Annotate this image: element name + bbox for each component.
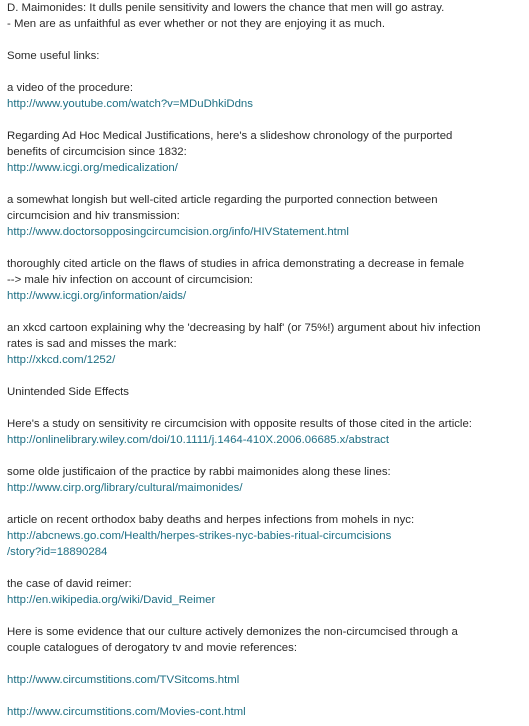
text-line: couple catalogues of derogatory tv and movie references: <box>7 642 297 654</box>
wiley-study-link[interactable]: http://onlinelibrary.wiley.com/doi/10.1111/j.1464-410X.2006.06685.x/abstract <box>7 434 390 446</box>
side-effects-heading: Unintended Side Effects <box>7 386 130 398</box>
closing-paragraph <box>7 624 529 656</box>
text-line: the case of david reimer: <box>7 578 132 590</box>
icgi-medicalization-link[interactable]: http://www.icgi.org/medicalization/ <box>7 162 178 174</box>
useful-links-heading: Some useful links: <box>7 50 100 62</box>
text-line: --> male hiv infection on account of circumcision: <box>7 274 253 286</box>
text-line: Regarding Ad Hoc Medical Justifications, here's a slideshow chronology of the purported <box>7 130 453 142</box>
wikipedia-reimer-link[interactable]: http://en.wikipedia.org/wiki/David_Reimer <box>7 594 216 606</box>
text-line: benefits of circumcision since 1832: <box>7 146 187 158</box>
link-item <box>7 416 529 448</box>
hiv-statement-link[interactable]: http://www.doctorsopposingcircumcision.org/info/HIVStatement.html <box>7 226 349 238</box>
text-line: article on recent orthodox baby deaths and herpes infections from mohels in nyc: <box>7 514 415 526</box>
text-line: circumcision and hiv transmission: <box>7 210 180 222</box>
text-line: a video of the procedure: <box>7 82 134 94</box>
link-item <box>7 512 529 560</box>
text-line: a somewhat longish but well-cited article regarding the purported connection between <box>7 194 438 206</box>
xkcd-link[interactable]: http://xkcd.com/1252/ <box>7 354 116 366</box>
text-line: - Men are as unfaithful as ever whether or not they are enjoying it as much. <box>7 18 385 30</box>
link-item <box>7 256 529 304</box>
abcnews-link[interactable]: http://abcnews.go.com/Health/herpes-strikes-nyc-babies-ritual-circumcisions <box>7 530 392 542</box>
text-line: some olde justificaion of the practice by rabbi maimonides along these lines: <box>7 466 391 478</box>
icgi-aids-link[interactable]: http://www.icgi.org/information/aids/ <box>7 290 187 302</box>
text-line: Here's a study on sensitivity re circumcision with opposite results of those cited in the article: <box>7 418 472 430</box>
abcnews-link-continued[interactable]: /story?id=18890284 <box>7 546 108 558</box>
link-item <box>7 320 529 368</box>
text-line: thoroughly cited article on the flaws of studies in africa demonstrating a decrease in female <box>7 258 465 270</box>
text-line: rates is sad and misses the mark: <box>7 338 177 350</box>
cirp-maimonides-link[interactable]: http://www.cirp.org/library/cultural/maimonides/ <box>7 482 243 494</box>
text-line: an xkcd cartoon explaining why the 'decreasing by half' (or 75%!) argument about hiv infection <box>7 322 481 334</box>
link-item <box>7 192 529 240</box>
link-item <box>7 464 529 496</box>
link-item <box>7 128 529 176</box>
tv-sitcoms-link[interactable]: http://www.circumstitions.com/TVSitcoms.html <box>7 674 240 686</box>
youtube-link[interactable]: http://www.youtube.com/watch?v=MDuDhkiDdns <box>7 98 253 110</box>
text-line: D. Maimonides: It dulls penile sensitivity and lowers the chance that men will go astray. <box>7 2 445 14</box>
text-line: Here is some evidence that our culture actively demonizes the non-circumcised through a <box>7 626 458 638</box>
link-item <box>7 576 529 608</box>
movies-link[interactable]: http://www.circumstitions.com/Movies-cont.html <box>7 706 246 718</box>
link-item <box>7 80 529 112</box>
